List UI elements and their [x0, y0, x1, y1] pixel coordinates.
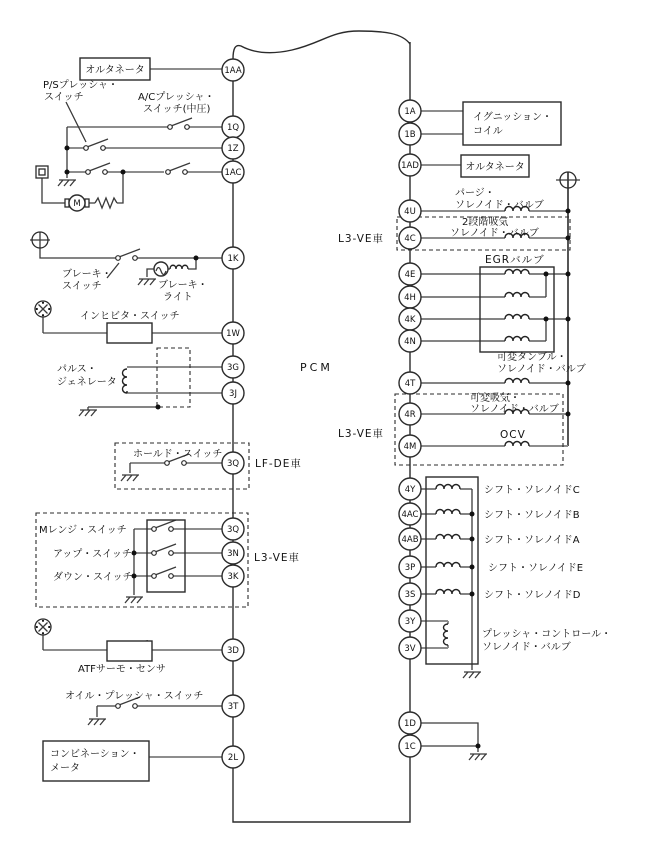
junction-dot [544, 272, 549, 277]
junction-dot [194, 256, 199, 261]
terminal-4k [399, 308, 421, 330]
purge-solenoid-label: ソレノイド・バルブ [455, 200, 544, 211]
terminal-4m [399, 435, 421, 457]
terminal-label: 3G [227, 363, 239, 373]
terminal-label: 1Z [227, 144, 239, 154]
switch-contact [152, 574, 157, 579]
ac-pressure-switch-label: スイッチ(中圧) [143, 104, 211, 115]
terminal-label: 4R [404, 410, 416, 420]
terminal-4ac [399, 503, 421, 525]
pulse-generator-label: パルス・ [57, 364, 97, 375]
terminal-1c [399, 735, 421, 757]
lamp-x [39, 305, 48, 314]
terminal-1b [399, 123, 421, 145]
switch-contact [84, 146, 89, 151]
lamp-dot [42, 302, 44, 304]
oil-pressure-switch-label: オイル・プレッシャ・スイッチ [65, 691, 204, 702]
pressure-control-label: ソレノイド・バルブ [482, 642, 571, 653]
switch-contact [168, 125, 173, 130]
terminal-label: 1K [227, 254, 239, 264]
terminal-3g [222, 356, 244, 378]
terminal-label: 4M [403, 442, 417, 452]
terminal-label: 1AC [224, 168, 242, 178]
terminal-label: 1AD [401, 161, 419, 171]
junction-dot [566, 412, 571, 417]
inhibitor-switch-label: インヒビタ・スイッチ [80, 311, 180, 322]
switch-contact [103, 170, 108, 175]
switch-contact [169, 527, 174, 532]
shift-solenoid-box [426, 477, 478, 664]
lf-de-model-label: LF-DE車 [255, 458, 302, 470]
m-range-switch-label: Mレンジ・スイッチ [39, 525, 127, 536]
junction-dot [156, 405, 161, 410]
terminal-1d [399, 712, 421, 734]
terminal-3y [399, 610, 421, 632]
shift-solenoid-a-label: シフト・ソレノイドA [484, 535, 580, 546]
switch-contact [152, 527, 157, 532]
terminal-3d [222, 639, 244, 661]
terminal-label: 4T [404, 379, 416, 389]
pulse-generator-shield-box [157, 348, 190, 407]
switch-contact [133, 256, 138, 261]
terminal-1k [222, 247, 244, 269]
atf-sensor-box [107, 641, 152, 661]
atf-thermo-sensor-label: ATFサーモ・センサ [78, 664, 166, 675]
bulb-circle [154, 262, 168, 276]
pcm-label: PCM [300, 361, 333, 374]
ps-pressure-switch-label: P/Sプレッシャ・ [43, 80, 119, 91]
terminal-label: 4U [404, 207, 416, 217]
terminal-3j [222, 382, 244, 404]
resistor-zigzags [95, 198, 144, 656]
ignition-coil-box [463, 102, 561, 145]
terminal-label: 3V [404, 644, 416, 654]
terminal-label: 4AC [401, 510, 419, 520]
l3-ve-model-label: L3-VE車 [254, 552, 301, 564]
motor-label: M [73, 199, 81, 209]
top-wavy-connector [233, 31, 410, 59]
pulse-generator-label: ジェネレータ [57, 377, 117, 388]
terminal-label: 3J [229, 389, 237, 399]
brake-switch-label: ブレーキ・ [62, 269, 112, 280]
l3-ve-model-label: L3-VE車 [338, 428, 385, 440]
variable-tumble-label: ソレノイド・バルブ [497, 364, 586, 375]
terminal-4h [399, 286, 421, 308]
terminal-1q [222, 116, 244, 138]
switch-contact [116, 704, 121, 709]
terminal-label: 1B [404, 130, 416, 140]
switch-contact [165, 461, 170, 466]
shift-solenoid-b-label: シフト・ソレノイドB [484, 510, 580, 521]
connector-inner [39, 169, 45, 175]
junction-dot [470, 537, 475, 542]
terminal-label: 4C [404, 234, 416, 244]
switch-contact [152, 551, 157, 556]
down-switch-label: ダウン・スイッチ [53, 572, 133, 583]
junction-dot [65, 146, 70, 151]
variable-resistor-arrows [110, 326, 142, 658]
brake-light-bulb-icon [154, 262, 168, 276]
terminal-1ac [222, 161, 244, 183]
terminal-1z [222, 137, 244, 159]
terminal-4e [399, 263, 421, 285]
junction-dot [566, 272, 571, 277]
ignition-coil-label: イグニッション・ [473, 112, 552, 123]
combination-meter-label: コンビネーション・ [50, 749, 140, 760]
switch-contact [116, 256, 121, 261]
terminal-label: 4AB [401, 535, 419, 545]
terminal-label: 1Q [226, 123, 240, 133]
terminal-4n [399, 330, 421, 352]
shift-solenoid-c-label: シフト・ソレノイドC [484, 485, 580, 496]
terminal-3q-lfde [222, 452, 244, 474]
terminal-3v [399, 637, 421, 659]
lamp-dot [42, 632, 44, 634]
switch-contact [169, 574, 174, 579]
lamp-x [39, 623, 48, 632]
terminal-2l [222, 746, 244, 768]
terminal-1aa [222, 59, 244, 81]
alternator-left-label: オルタネータ [85, 65, 145, 76]
terminal-label: 4Y [404, 485, 416, 495]
terminal-label: 3Y [404, 617, 416, 627]
up-switch-label: アップ・スイッチ [53, 549, 132, 560]
terminal-label: 4K [404, 315, 416, 325]
terminal-label: 3K [227, 572, 239, 582]
ps-pressure-switch-label: スイッチ [44, 92, 84, 103]
terminal-1ad [399, 154, 421, 176]
switch-contact [166, 170, 171, 175]
ignition-coil-label: コイル [473, 126, 503, 137]
terminal-label: 1C [404, 742, 416, 752]
variable-intake-label: ソレノイド・バルブ [470, 404, 559, 415]
terminal-label: 4N [404, 337, 416, 347]
terminal-3q [222, 518, 244, 540]
alternator-right-label: オルタネータ [465, 162, 525, 173]
variable-intake-label: 可変吸気・ [470, 393, 520, 404]
sensor-lamp-icon [35, 619, 51, 635]
switch-contact [133, 704, 138, 709]
terminal-label: 4E [404, 270, 416, 280]
l3-ve-model-label: L3-VE車 [338, 233, 385, 245]
brake-light-label: ライト [163, 292, 193, 303]
shift-solenoid-d-label: シフト・ソレノイドD [484, 590, 581, 601]
terminal-label: 1W [226, 329, 240, 339]
junction-dot [470, 565, 475, 570]
terminal-label: 1A [404, 107, 416, 117]
solenoid-coils [123, 207, 530, 646]
terminal-3n [222, 542, 244, 564]
egr-valve-label: EGRバルブ [485, 254, 545, 266]
switch-contact [185, 125, 190, 130]
junction-dot [566, 236, 571, 241]
terminal-label: 1D [404, 719, 416, 729]
junction-dot [65, 170, 70, 175]
switch-contacts [84, 125, 190, 709]
terminal-4y [399, 478, 421, 500]
terminal-1w [222, 322, 244, 344]
terminal-3k [222, 565, 244, 587]
junction-dot [121, 170, 126, 175]
wiring [30, 31, 580, 822]
lamp-dot [36, 308, 38, 310]
terminal-label: 3Q [226, 459, 240, 469]
junction-dot [470, 512, 475, 517]
stage2-intake-label: 2段階吸気 [462, 217, 509, 228]
combination-meter-label: メータ [50, 763, 80, 774]
switch-contact [86, 170, 91, 175]
lamp-dot [42, 620, 44, 622]
junction-dot [566, 317, 571, 322]
lamp-dot [42, 314, 44, 316]
terminal-label: 3Q [226, 525, 240, 535]
warning-lamp-icon [35, 301, 51, 317]
brake-light-label: ブレーキ・ [158, 280, 208, 291]
terminal-4u [399, 200, 421, 222]
ac-pressure-switch-label: A/Cプレッシャ・ [138, 92, 215, 103]
terminal-4c [399, 227, 421, 249]
lamp-dot [36, 626, 38, 628]
terminal-label: 4H [404, 293, 416, 303]
terminal-4t [399, 372, 421, 394]
junction-dot [544, 317, 549, 322]
junction-dot [566, 381, 571, 386]
switch-contact [183, 170, 188, 175]
combination-meter-box [43, 741, 149, 781]
lamp-dot [48, 626, 50, 628]
switch-contact [101, 146, 106, 151]
lamp-dot [48, 308, 50, 310]
motor-symbol [65, 195, 89, 211]
hold-switch-label: ホールド・スイッチ [133, 449, 223, 460]
terminal-label: 1AA [224, 66, 242, 76]
terminal-label: 3S [404, 590, 416, 600]
switch-contact [169, 551, 174, 556]
terminal-label: 3D [227, 646, 239, 656]
brake-switch-label: スイッチ [62, 281, 102, 292]
terminal-1a [399, 100, 421, 122]
shift-solenoid-e-label: シフト・ソレノイドE [488, 563, 584, 574]
terminal-4ab [399, 528, 421, 550]
egr-valve-box [480, 267, 554, 352]
pressure-control-label: プレッシャ・コントロール・ [482, 629, 612, 640]
terminal-3t [222, 695, 244, 717]
terminal-3s [399, 583, 421, 605]
terminal-label: 2L [227, 753, 239, 763]
switch-contact [182, 461, 187, 466]
ocv-label: OCV [500, 429, 526, 441]
connector-outer [36, 166, 48, 178]
terminal-4r [399, 403, 421, 425]
junction-dot [476, 744, 481, 749]
connector-square-icon [36, 166, 48, 178]
junction-dot [132, 551, 137, 556]
purge-solenoid-label: パージ・ [455, 188, 495, 199]
terminal-3p [399, 556, 421, 578]
terminal-label: 3T [227, 702, 239, 712]
inhibitor-resistor-box [107, 323, 152, 343]
stage2-intake-label: ソレノイド・バルブ [450, 228, 539, 239]
terminal-label: 3P [404, 563, 416, 573]
variable-tumble-label: 可変タンブル・ [497, 352, 567, 363]
junction-dot [566, 209, 571, 214]
junction-dot [470, 592, 475, 597]
terminal-label: 3N [227, 549, 239, 559]
